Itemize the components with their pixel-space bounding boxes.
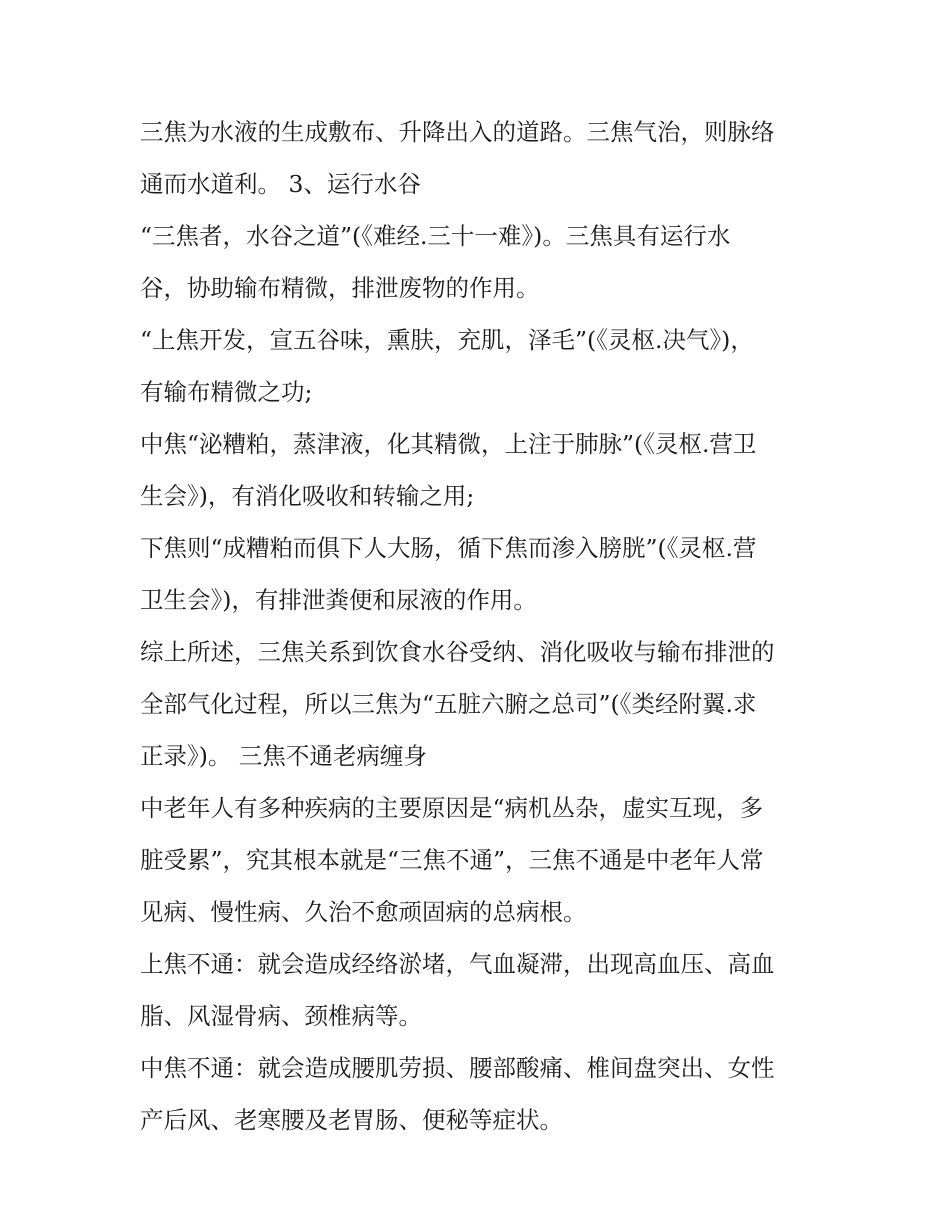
text-line: 脂、风湿骨病、颈椎病等。: [140, 1002, 422, 1030]
paragraph-2: [140, 210, 820, 314]
paragraph-4: [140, 418, 820, 522]
text-line: “三焦者，水谷之道”(《难经.三十一难》)。三焦具有运行水: [140, 222, 731, 250]
text-line: 中焦“泌糟粕，蒸津液，化其精微，上注于肺脉”(《灵枢.营卫: [140, 430, 757, 458]
text-line: 三焦为水液的生成敷布、升降出入的道路。三焦气治，则脉络: [140, 118, 775, 146]
text-line: 综上所述，三焦关系到饮食水谷受纳、消化吸收与输布排泄的: [140, 638, 775, 666]
text-line: 下焦则“成糟粕而俱下人大肠，循下焦而渗入膀胱”(《灵枢.营: [140, 534, 757, 562]
paragraph-5: [140, 522, 820, 626]
paragraph-6: [140, 626, 820, 782]
text-line: 中老年人有多种疾病的主要原因是“病机丛杂，虚实互现，多: [140, 794, 764, 822]
paragraph-3: [140, 314, 820, 418]
text-line: 产后风、老寒腰及老胃肠、便秘等症状。: [140, 1106, 563, 1134]
paragraph-1: [140, 106, 820, 210]
text-line: 正录》)。 三焦不通老病缠身: [140, 742, 427, 770]
text-line: 生会》)，有消化吸收和转输之用;: [140, 482, 475, 510]
text-line: 上焦不通：就会造成经络淤堵，气血凝滞，出现高血压、高血: [140, 950, 775, 978]
text-line: 谷，协助输布精微，排泄废物的作用。: [140, 274, 540, 302]
paragraph-7: [140, 782, 820, 938]
paragraph-8: [140, 938, 820, 1042]
text-line: 全部气化过程，所以三焦为“五脏六腑之总司”(《类经附翼.求: [140, 690, 757, 718]
text-line: 脏受累”，究其根本就是“三焦不通”，三焦不通是中老年人常: [140, 846, 764, 874]
text-line: 通而水道利。 3、运行水谷: [140, 170, 421, 198]
text-line: 见病、慢性病、久治不愈顽固病的总病根。: [140, 898, 587, 926]
paragraph-9: [140, 1042, 820, 1146]
text-line: 有输布精微之功;: [140, 378, 313, 406]
text-line: 中焦不通：就会造成腰肌劳损、腰部酸痛、椎间盘突出、女性: [140, 1054, 775, 1082]
text-line: 卫生会》)，有排泄粪便和尿液的作用。: [140, 586, 537, 614]
document-page: [140, 106, 820, 1146]
text-line: “上焦开发，宣五谷味，熏肤，充肌，泽毛”(《灵枢.决气》)，: [140, 326, 754, 354]
